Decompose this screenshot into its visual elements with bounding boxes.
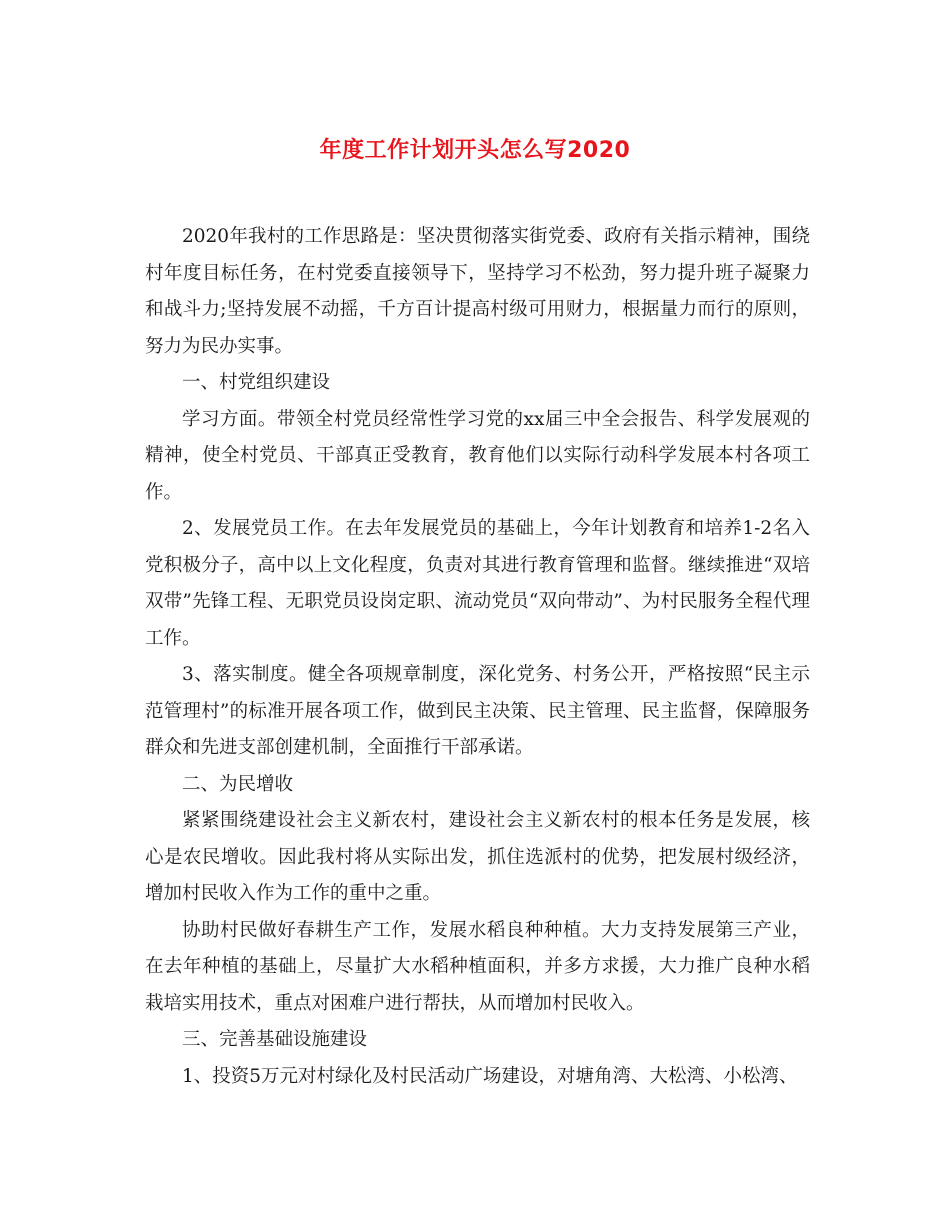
paragraph-investment: 1、投资5万元对村绿化及村民活动广场建设，对塘角湾、大松湾、小松湾、	[182, 1065, 798, 1087]
paragraph-implement-system: 3、落实制度。健全各项规章制度，深化党务、村务公开，严格按照“民主示范管理村”的标准开展各项工作，做到民主决策、民主管理、民主监督，保障服务群众和先进支部创建机制，全面推行干部承诺。	[145, 664, 810, 758]
paragraph-develop-members: 2、发展党员工作。在去年发展党员的基础上，今年计划教育和培养1-2名入党积极分子，高中以上文化程度，负责对其进行教育管理和监督。继续推进“双培双带”先锋工程、无职党员设岗定职、流动党员“双向带动”、为村民服务全程代理工作。	[145, 518, 810, 649]
paragraph-study: 学习方面。带领全村党员经常性学习党的xx届三中全会报告、科学发展观的精神，使全村党员、干部真正受教育，教育他们以实际行动科学发展本村各项工作。	[145, 408, 810, 503]
paragraph-work-ideas: 2020年我村的工作思路是：坚决贯彻落实街党委、政府有关指示精神，围绕村年度目标任务，在村党委直接领导下，坚持学习不松劲，努力提升班子凝聚力和战斗力;坚持发展不动摇，千方百计提高村级可用财力，根据量力而行的原则，努力为民办实事。	[145, 226, 810, 357]
paragraph-new-countryside: 紧紧围绕建设社会主义新农村，建设社会主义新农村的根本任务是发展，核心是农民增收。因此我村将从实际出发，抓住选派村的优势，把发展村级经济，增加村民收入作为工作的重中之重。	[145, 810, 810, 904]
document-body	[145, 219, 810, 1095]
heading-infrastructure: 三、完善基础设施建设	[182, 1029, 368, 1050]
document-title: 年度工作计划开头怎么写2020	[319, 138, 631, 163]
paragraph-spring-farming: 协助村民做好春耕生产工作，发展水稻良种种植。大力支持发展第三产业，在去年种植的基础上，尽量扩大水稻种植面积，并多方求援，大力推广良种水稻栽培实用技术，重点对困难户进行帮扶，从而增加村民收入。	[145, 919, 810, 1014]
heading-increase-income: 二、为民增收	[182, 773, 294, 795]
heading-party-organization: 一、村党组织建设	[182, 372, 331, 393]
